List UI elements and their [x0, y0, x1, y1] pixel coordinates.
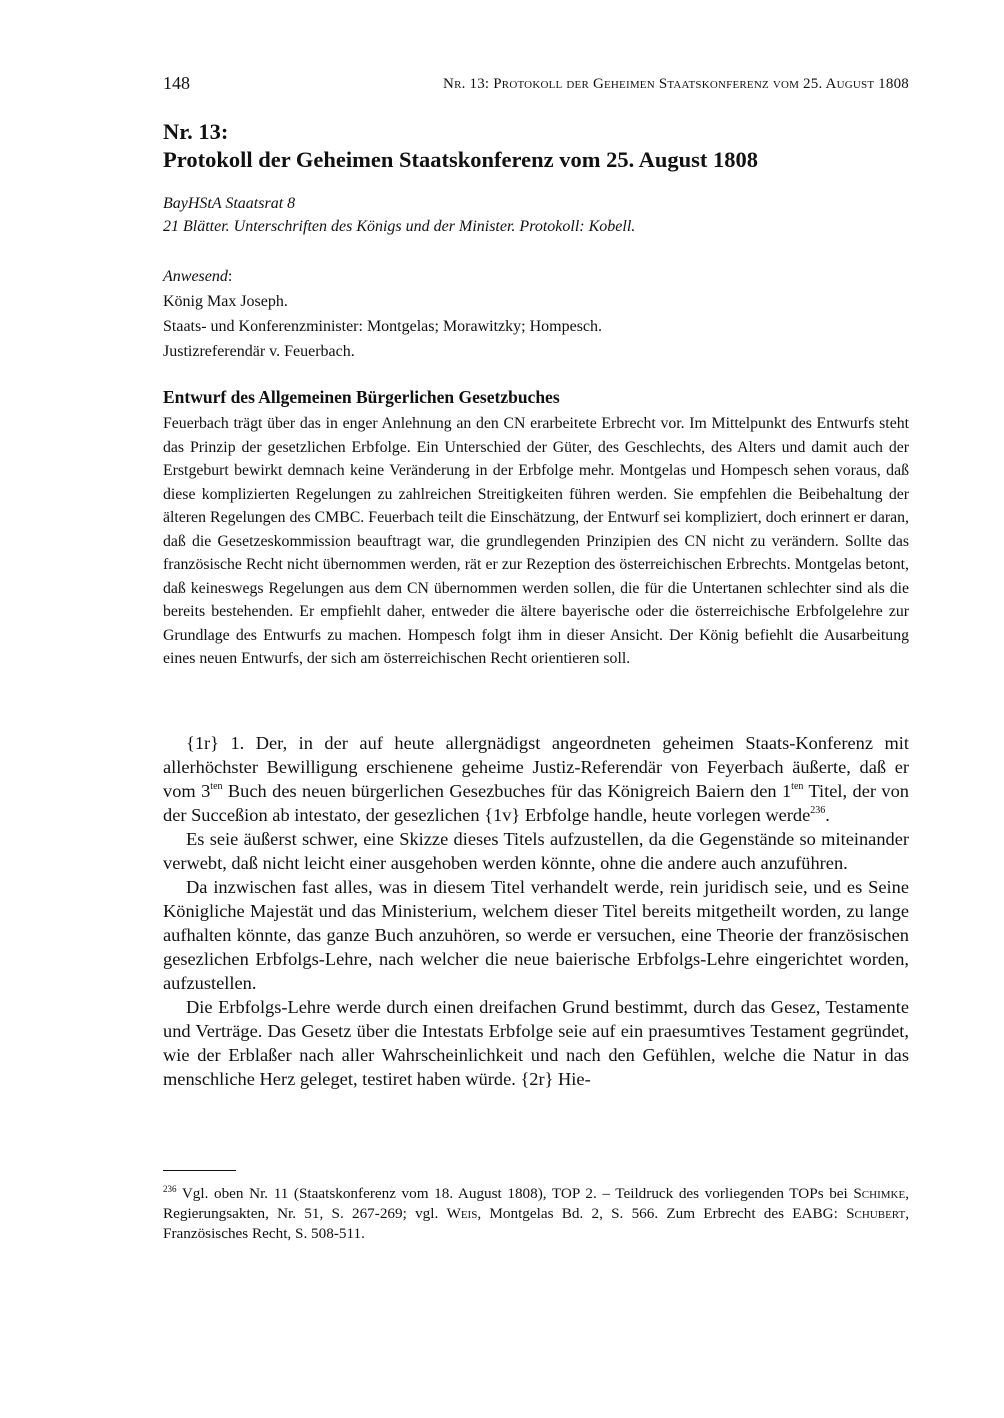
attendance-block: [163, 264, 909, 364]
attendance-colon: :: [227, 268, 233, 285]
document-title-block: [163, 118, 909, 174]
author-name: Weis: [446, 1205, 478, 1222]
attendee-line: Justizreferendär v. Feuerbach.: [163, 343, 355, 360]
attendee-line: Staats- und Konferenzminister: Montgelas; Morawitzky; Hompesch.: [163, 318, 603, 335]
section-heading: Entwurf des Allgemeinen Bürgerlichen Gesetzbuches: [163, 387, 560, 407]
footnote-text: Vgl. oben Nr. 11 (Staatskonferenz vom 18. August 1808), TOP 2. – Teildruck des vorliegenden TOPs bei: [176, 1185, 854, 1202]
running-title: Nr. 13: Protokoll der Geheimen Staatskonferenz vom 25. August 1808: [443, 76, 909, 92]
document-description: 21 Blätter. Unterschriften des Königs und der Minister. Protokoll: Kobell.: [163, 218, 636, 235]
section-summary: Feuerbach trägt über das in enger Anlehnung an den CN erarbeitete Erbrecht vor. Im Mittelpunkt des Entwurfs steht das Prinzip der gesetzlichen Erbfolge. Ein Unterschied der Güter, des Geschlechts, des Alters und damit auch der Erstgeburt bewirkt demnach keine Veränderung in der Erbfolge mehr. Montgelas und Hompesch sehen voraus, daß diese komplizierten Regelungen zu zahlreichen Streitigkeiten führen werden. Sie empfehlen die Beibehaltung der älteren Regelungen des CMBC. Feuerbach teilt die Einschätzung, der Entwurf sei kompliziert, doch erinnert er daran, daß die Gesetzeskommission beauftragt war, die grundlegenden Prinzipien des CN nicht zu verändern. Sollte das französische Recht nicht übernommen werden, rät er zur Rezeption des österreichischen Erbrechts. Montgelas betont, daß keineswegs Regelungen aus dem CN übernommen werden sollen, die für die Untertanen schlechter sind als die bereits bestehenden. Er empfiehlt daher, entweder die ältere bayerische oder die österreichische Erbfolgelehre zur Grundlage des Entwurfs zu machen. Hompesch folgt ihm in dieser Ansicht. Der König befiehlt die Ausarbeitung eines neuen Entwurfs, der sich am österreichischen Recht orientieren soll.: [163, 415, 909, 667]
archive-source: BayHStA Staatsrat 8: [163, 195, 296, 212]
protocol-text-run: Buch des neuen bürgerlichen Gesezbuches für das Königreich Baiern den 1: [222, 781, 792, 801]
superscript: ten: [210, 781, 223, 792]
footnote-text: , Regierungsakten, Nr. 51, S. 267-269; vgl.: [163, 1185, 909, 1222]
author-name: Schimke: [853, 1185, 906, 1202]
footnote: [163, 1184, 909, 1244]
superscript: ten: [791, 781, 804, 792]
footnote-text: , Montgelas Bd. 2, S. 566. Zum Erbrecht des EABG:: [477, 1205, 847, 1222]
protocol-text-run: Titel, der von der Succeßion ab intestato, der gesezlichen {1v} Erbfolge handle, heute vorlegen werde: [163, 781, 909, 825]
footnote-text: , Französisches Recht, S. 508-511.: [163, 1205, 909, 1242]
protocol-paragraph: [163, 731, 909, 827]
protocol-paragraph: Es seie äußerst schwer, eine Skizze dieses Titels aufzustellen, da die Gegenstände so miteinander verwebt, daß nicht leicht einer ausgehoben werden könnte, ohne die andere auch anzuführen.: [163, 829, 909, 873]
document-title: Protokoll der Geheimen Staatskonferenz vom 25. August 1808: [163, 147, 758, 172]
attendance-label: Anwesend: [163, 268, 228, 285]
document-number: Nr. 13:: [163, 119, 229, 144]
attendee-line: König Max Joseph.: [163, 293, 288, 310]
protocol-text: [163, 731, 909, 1091]
page-number: 148: [163, 73, 190, 93]
attendance-label-line: [163, 264, 909, 289]
source-block: [163, 192, 909, 238]
protocol-text-run: {1r} 1. Der, in der auf heute allergnädigst angeordneten geheimen Staats-Konferenz mit allerhöchster Bewilligung erschienene geheime Justiz-Referendär von Feyerbach äußerte, daß er vom 3: [163, 733, 909, 801]
footnote-divider: [163, 1170, 236, 1171]
protocol-paragraph: Da inzwischen fast alles, was in diesem Titel verhandelt werde, rein juridisch seie, und es Seine Königliche Majestät und das Ministerium, welchem dieser Titel bereits mitgetheilt worden, zu lange aufhalten könnte, das ganze Buch anzuhören, so werde er versuchen, eine Theorie der französischen gesezlichen Erbfolgs-Lehre, nach welcher die neue baierische Erbfolgs-Lehre eingerichtet worden, aufzustellen.: [163, 877, 909, 993]
footnote-number: 236: [163, 1184, 177, 1194]
author-name: Schubert: [846, 1205, 906, 1222]
protocol-paragraph: Die Erbfolgs-Lehre werde durch einen dreifachen Grund bestimmt, durch das Gesez, Testamente und Verträge. Das Gesetz über die Intestats Erbfolge seie auf ein praesumtives Testament gegründet, wie der Erblaßer nach aller Wahrscheinlichkeit und nach den Gefühlen, welche die Natur in das menschliche Herz geleget, testiret haben würde. {2r} Hie-: [163, 997, 909, 1089]
footnote-reference: 236: [810, 805, 826, 816]
protocol-text-run: .: [825, 805, 830, 825]
